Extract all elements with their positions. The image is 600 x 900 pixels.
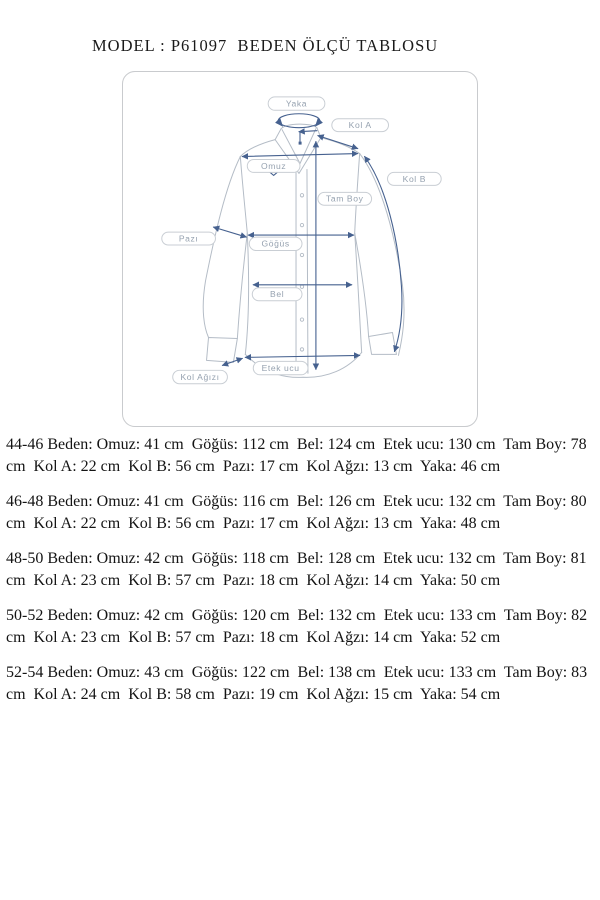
- label-kol-agizi-text: Kol Ağızı: [180, 371, 220, 382]
- label-bel: [252, 288, 302, 301]
- label-gogus-text: Göğüs: [261, 238, 290, 249]
- size-row: 50-52 Beden: Omuz: 42 cm Göğüs: 120 cm Bel: 132 cm Etek ucu: 133 cm Tam Boy: 82 cm Kol A: 23 cm Kol B: 57 cm Pazı: 18 cm Kol Ağzı: 14 cm Yaka: 52 cm: [6, 607, 592, 646]
- size-rows: [6, 434, 595, 719]
- label-pazi-text: Pazı: [178, 233, 199, 244]
- measure-labels: [162, 97, 441, 384]
- label-yaka: [268, 97, 325, 110]
- kol-a-measure-line: [318, 136, 358, 149]
- label-kol-a: [332, 119, 389, 132]
- yaka-measure-line: [278, 114, 320, 128]
- size-diagram: [122, 71, 478, 427]
- label-kol-a-text: Kol A: [348, 120, 372, 131]
- size-row: 48-50 Beden: Omuz: 42 cm Göğüs: 118 cm Bel: 128 cm Etek ucu: 132 cm Tam Boy: 81 cm Kol A: 23 cm Kol B: 57 cm Pazı: 18 cm Kol Ağzı: 14 cm Yaka: 50 cm: [6, 550, 591, 589]
- label-yaka-text: Yaka: [285, 98, 308, 109]
- shirt-outline: [203, 124, 404, 377]
- size-row: 52-54 Beden: Omuz: 43 cm Göğüs: 122 cm Bel: 138 cm Etek ucu: 133 cm Tam Boy: 83 cm Kol A: 24 cm Kol B: 58 cm Pazı: 19 cm Kol Ağzı: 15 cm Yaka: 54 cm: [6, 664, 592, 703]
- shirt-buttons: [300, 194, 303, 352]
- label-gogus: [249, 237, 302, 250]
- label-omuz-text: Omuz: [261, 160, 287, 171]
- label-pazi: [162, 232, 216, 245]
- pazi-measure-line: [213, 227, 246, 237]
- label-etek-ucu: [253, 361, 308, 374]
- label-tam-boy-text: Tam Boy: [326, 193, 364, 204]
- size-row: 46-48 Beden: Omuz: 41 cm Göğüs: 116 cm Bel: 126 cm Etek ucu: 132 cm Tam Boy: 80 cm Kol A: 22 cm Kol B: 56 cm Pazı: 17 cm Kol Ağzı: 13 cm Yaka: 48 cm: [6, 493, 591, 532]
- label-bel-text: Bel: [270, 289, 285, 300]
- label-omuz: [247, 160, 300, 173]
- label-kol-agizi: [173, 370, 228, 383]
- label-etek-ucu-text: Etek ucu: [261, 363, 300, 374]
- etek-ucu-measure-line: [245, 355, 359, 357]
- label-tam-boy: [318, 192, 372, 205]
- page-title: MODEL : P61097 BEDEN ÖLÇÜ TABLOSU: [92, 36, 439, 55]
- size-row: 44-46 Beden: Omuz: 41 cm Göğüs: 112 cm Bel: 124 cm Etek ucu: 130 cm Tam Boy: 78 cm Kol A: 22 cm Kol B: 56 cm Pazı: 17 cm Kol Ağzı: 13 cm Yaka: 46 cm: [6, 436, 591, 475]
- label-kol-b-text: Kol B: [402, 173, 427, 184]
- label-kol-b: [388, 172, 442, 185]
- omuz-measure-line: [242, 154, 357, 157]
